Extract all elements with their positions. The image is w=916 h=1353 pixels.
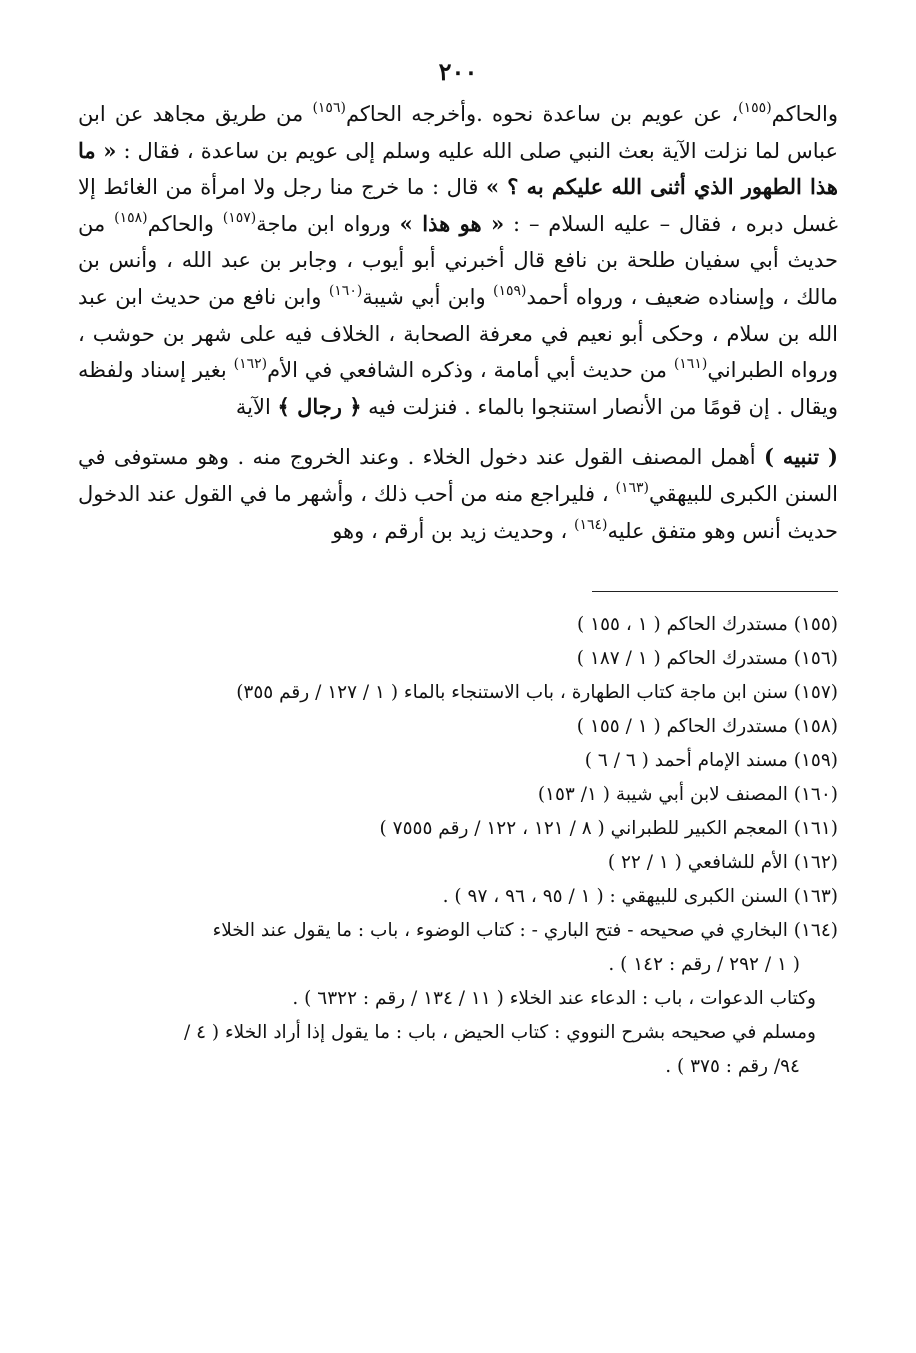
footnote-reference: (١٥٧) bbox=[222, 209, 257, 226]
text-run: والحاكم bbox=[147, 211, 223, 236]
text-run: بغير إسناد ولفظه ويقال . إن قومًا من الأنصار استنجوا بالماء . فنزلت فيه bbox=[78, 358, 838, 419]
footnote-reference: (١٦٣) bbox=[615, 479, 650, 496]
paragraph-1 bbox=[78, 96, 838, 425]
footnote-reference: (١٦٢) bbox=[233, 356, 268, 373]
footnote-164-continuation: ( ١ / ٢٩٢ / رقم : ١٤٢ ) . bbox=[608, 954, 800, 976]
footnote-160: (١٦٠) المصنف لابن أبي شيبة ( ١/ ١٥٣) bbox=[537, 784, 838, 806]
text-run: وابن أبي شيبة bbox=[362, 284, 493, 309]
footnote-159: (١٥٩) مسند الإمام أحمد ( ٦ / ٦ ) bbox=[584, 750, 838, 772]
text-run: والحاكم bbox=[771, 102, 838, 126]
footnote-164-continuation: ومسلم في صحيحه بشرح النووي : كتاب الحيض ، باب : ما يقول إذا أراد الخلاء ( ٤ / bbox=[183, 1022, 816, 1044]
footnote-reference: (١٦٤) bbox=[574, 516, 608, 533]
footnote-reference: (١٥٩) bbox=[492, 282, 527, 299]
main-text bbox=[78, 96, 838, 549]
text-run: قال : ما خرج منا رجل ولا امرأة من الغائط إلا غسل دبره ، فقال – عليه السلام – : bbox=[78, 175, 838, 236]
footnote-reference: (١٦١) bbox=[673, 356, 708, 373]
footnote-164-continuation: وكتاب الدعوات ، باب : الدعاء عند الخلاء ( ١١ / ١٣٤ / رقم : ٦٣٢٢ ) . bbox=[292, 988, 816, 1010]
text-run: من حديث أبي سفيان طلحة بن نافع قال أخبرني أبو أيوب ، وجابر بن عبد الله ، وأنس بن مالك ، وإسناده ضعيف ، ورواه أحمد bbox=[78, 211, 839, 309]
footnote-157: (١٥٧) سنن ابن ماجة كتاب الطهارة ، باب الاستنجاء بالماء ( ١ / ١٢٧ / رقم ٣٥٥) bbox=[236, 682, 838, 704]
paragraph-2 bbox=[78, 439, 838, 549]
text-run: ورواه ابن ماجة bbox=[256, 211, 400, 236]
text-run: من طريق مجاهد عن ابن عباس لما نزلت الآية بعث النبي صلى الله عليه وسلم إلى عويم بن ساعدة ، فقال : bbox=[78, 102, 838, 163]
text-run: ، عن عويم بن ساعدة نحوه .وأخرجه الحاكم bbox=[345, 102, 739, 126]
footnote-reference: (١٦٠) bbox=[328, 282, 363, 299]
footnote-reference: (١٥٨) bbox=[114, 209, 148, 226]
page-number: ٢٠٠ bbox=[438, 57, 478, 86]
footnote-reference: (١٥٥) bbox=[738, 100, 772, 116]
footnote-divider bbox=[592, 591, 838, 592]
footnotes bbox=[78, 608, 838, 1084]
text-run: الآية bbox=[235, 394, 278, 419]
quoted-text: « هو هذا » bbox=[399, 210, 505, 236]
footnote-164: (١٦٤) البخاري في صحيحه - فتح الباري - : كتاب الوضوء ، باب : ما يقول عند الخلاء bbox=[212, 920, 838, 942]
footnote-162: (١٦٢) الأم للشافعي ( ١ / ٢٢ ) bbox=[607, 852, 838, 874]
text-run: ، وحديث زيد بن أرقم ، وهو bbox=[332, 518, 574, 543]
quoted-text: « ما هذا الطهور الذي أثنى الله عليكم به ؟ » bbox=[78, 137, 838, 200]
text-run: ، فليراجع منه من أحب ذلك ، وأشهر ما في القول عند الدخول حديث أنس وهو متفق عليه bbox=[78, 481, 838, 543]
footnote-164-continuation: ٩٤/ رقم : ٣٧٥ ) . bbox=[665, 1056, 800, 1078]
quoted-text: ﴿ رجال ﴾ bbox=[277, 393, 362, 419]
text-run: وابن نافع من حديث ابن عبد الله بن سلام ، وحكى أبو نعيم في معرفة الصحابة ، الخلاف فيه على شهر بن حوشب ، ورواه الطبراني bbox=[78, 284, 838, 383]
footnote-158: (١٥٨) مستدرك الحاكم ( ١ / ١٥٥ ) bbox=[576, 716, 838, 738]
text-run: أهمل المصنف القول عند دخول الخلاء . وعند الخروج منه . وهو مستوفى في السنن الكبرى للبيهقي bbox=[78, 445, 838, 506]
footnote-155: (١٥٥) مستدرك الحاكم ( ١ ، ١٥٥ ) bbox=[577, 614, 838, 636]
footnote-161: (١٦١) المعجم الكبير للطبراني ( ٨ / ١٢١ ، ١٢٢ / رقم ٧٥٥٥ ) bbox=[379, 818, 838, 840]
text-run: من حديث أبي أمامة ، وذكره الشافعي في الأم bbox=[267, 358, 674, 383]
footnote-163: (١٦٣) السنن الكبرى للبيهقي : ( ١ / ٩٥ ، ٩٦ ، ٩٧ ) . bbox=[442, 886, 838, 908]
footnote-156: (١٥٦) مستدرك الحاكم ( ١ / ١٨٧ ) bbox=[576, 648, 838, 670]
quoted-text: ( تنبيه ) bbox=[763, 444, 838, 470]
footnote-reference: (١٥٦) bbox=[312, 100, 346, 116]
